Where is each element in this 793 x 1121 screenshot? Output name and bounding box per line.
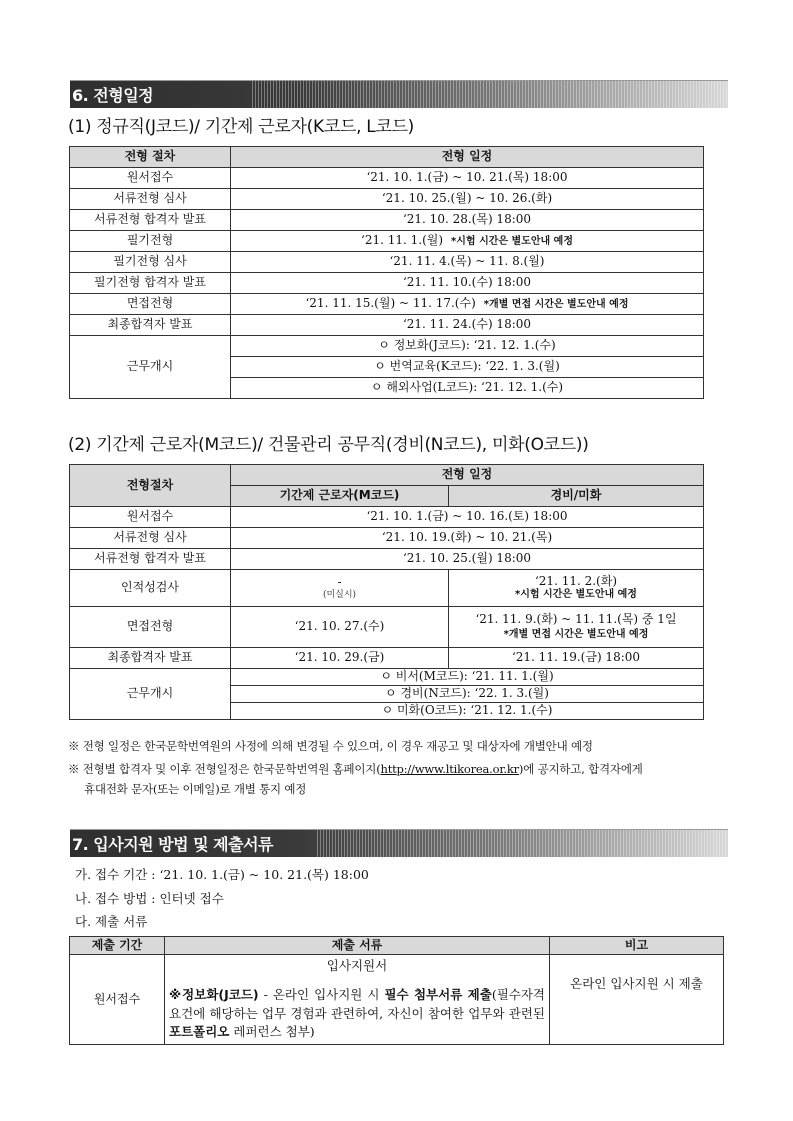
section-6-header: [70, 80, 728, 108]
date-cell: [231, 570, 449, 607]
note-2-text-end: )에 공지하고, 합격자에게: [518, 762, 643, 776]
step-cell: 면접전형: [70, 294, 231, 315]
table-row: [70, 549, 704, 570]
step-cell: 필기전형 합격자 발표: [70, 273, 231, 294]
subheading-2: (2) 기간제 근로자(M코드)/ 건물관리 공무직(경비(N코드), 미화(O코드)): [68, 435, 589, 455]
col-date-header: 전형 일정: [231, 147, 704, 168]
date-cell: [231, 315, 704, 336]
date-text: ‘21. 11. 4.(목) ~ 11. 8.(월): [389, 254, 545, 269]
step-cell: 원서접수: [70, 507, 231, 528]
date-cell: ‘21. 10. 19.(화) ~ 10. 21.(목): [231, 528, 704, 549]
date-cell: ‘21. 10. 27.(수): [231, 607, 449, 648]
date-cell: [231, 231, 704, 252]
doc-title: 입사지원서: [326, 958, 388, 973]
col-step-header: 전형절차: [70, 465, 231, 507]
col-period-header: 제출 기간: [70, 937, 165, 955]
start-item: ㅇ 비서(M코드): ‘21. 11. 1.(월): [231, 669, 704, 686]
table-row: [70, 210, 704, 231]
step-cell: 필기전형 심사: [70, 252, 231, 273]
table-row: [70, 607, 704, 648]
date-cell: [231, 189, 704, 210]
table-row: [70, 189, 704, 210]
table-row: [70, 273, 704, 294]
step-cell: 근무개시: [70, 336, 231, 399]
date-cell: [231, 252, 704, 273]
date-note: *시험 시간은 별도안내 예정: [451, 236, 573, 248]
section-6-title: 6. 전형일정: [72, 86, 154, 105]
subheading-1: (1) 정규직(J코드)/ 기간제 근로자(K코드, L코드): [68, 117, 415, 137]
date-cell: [449, 570, 704, 607]
step-cell: 근무개시: [70, 669, 231, 720]
date-cell: ‘21. 10. 1.(금) ~ 10. 16.(토) 18:00: [231, 507, 704, 528]
step-cell: 원서접수: [70, 168, 231, 189]
date-text: ‘21. 10. 28.(목) 18:00: [402, 212, 532, 227]
col-date-header: 전형 일정: [231, 465, 704, 486]
table-row: [70, 955, 724, 1045]
item-da: 다. 제출 서류: [75, 914, 148, 929]
period-cell: 원서접수: [70, 955, 165, 1045]
table-row: [70, 507, 704, 528]
note-2-text: ※ 전형별 합격자 및 이후 전형일정은 한국문학번역원 홈페이지(: [68, 762, 381, 776]
table-row: [70, 231, 704, 252]
date-note: *시험 시간은 별도안내 예정: [515, 589, 637, 601]
table-row: [70, 315, 704, 336]
docs-cell: [165, 955, 550, 1045]
table-row: [70, 669, 704, 686]
section-7-header: [70, 829, 728, 857]
doc-bold-code: ※정보화(J코드): [169, 986, 259, 1002]
col-docs-header: 제출 서류: [165, 937, 550, 955]
date-cell: ‘21. 11. 19.(금) 18:00: [449, 648, 704, 669]
col-m-header: 기간제 근로자(M코드): [231, 486, 449, 507]
date-text: -: [337, 574, 342, 589]
doc-bold-portfolio: 포트폴리오: [169, 1024, 230, 1040]
step-cell: 서류전형 심사: [70, 189, 231, 210]
col-step-header: 전형 절차: [70, 147, 231, 168]
col-remark-header: 비고: [550, 937, 724, 955]
doc-desc: [169, 986, 545, 1042]
note-1: ※ 전형 일정은 한국문학번역원의 사정에 의해 변경될 수 있으며, 이 경우 재공고 및 대상자에 개별안내 예정: [68, 739, 593, 753]
date-text: ‘21. 11. 1.(월): [361, 233, 444, 248]
date-note: *개별 면접 시간은 별도안내 예정: [483, 299, 629, 311]
date-cell: ‘21. 10. 29.(금): [231, 648, 449, 669]
schedule-table-2: [69, 464, 704, 720]
start-item: ㅇ 경비(N코드): ‘22. 1. 3.(월): [231, 686, 704, 703]
table-row: [70, 570, 704, 607]
header-stripes: [250, 81, 728, 108]
schedule-table-1: [69, 146, 704, 399]
date-text: ‘21. 11. 24.(수) 18:00: [402, 317, 532, 332]
step-cell: 필기전형: [70, 231, 231, 252]
documents-table: [69, 936, 724, 1045]
table-row: [70, 648, 704, 669]
step-cell: 인적성검사: [70, 570, 231, 607]
step-cell: 면접전형: [70, 607, 231, 648]
date-note: *개별 면접 시간은 별도안내 예정: [503, 629, 649, 641]
date-cell: [231, 210, 704, 231]
step-cell: 최종합격자 발표: [70, 315, 231, 336]
table-row: [70, 336, 704, 357]
step-cell: 서류전형 심사: [70, 528, 231, 549]
start-item: ㅇ 해외사업(L코드): ‘21. 12. 1.(수): [231, 378, 704, 399]
date-cell: ‘21. 10. 25.(월) 18:00: [231, 549, 704, 570]
date-text: ‘21. 11. 2.(화): [534, 574, 618, 589]
doc-text: (필수자격요건에 해당하는 업무 경험과 관련하여, 자신이 참여한 업무와 관련된: [169, 986, 545, 1021]
doc-text: 레퍼런스 첨부): [229, 1024, 315, 1040]
date-subtext: (미실시): [322, 589, 357, 600]
doc-text: - 온라인 입사지원 시: [258, 986, 385, 1002]
doc-bold-required: 필수 첨부서류 제출: [384, 986, 492, 1002]
step-cell: 서류전형 합격자 발표: [70, 210, 231, 231]
date-cell: [231, 168, 704, 189]
step-cell: 서류전형 합격자 발표: [70, 549, 231, 570]
note-2-line2: 휴대전화 문자(또는 이메일)로 개별 통지 예정: [84, 782, 307, 796]
date-text: ‘21. 11. 10.(수) 18:00: [402, 275, 532, 290]
remark-cell: 온라인 입사지원 시 제출: [550, 955, 724, 1045]
date-cell: [231, 273, 704, 294]
col-nO-header: 경비/미화: [449, 486, 704, 507]
date-cell: [449, 607, 704, 648]
item-ga: 가. 접수 기간 : ‘21. 10. 1.(금) ~ 10. 21.(목) 18:00: [75, 867, 369, 882]
table-row: [70, 528, 704, 549]
date-text: ‘21. 10. 25.(월) ~ 10. 26.(화): [381, 191, 553, 206]
table-row: [70, 168, 704, 189]
note-2: [68, 761, 643, 777]
date-text: ‘21. 10. 1.(금) ~ 10. 21.(목) 18:00: [366, 170, 568, 185]
date-text: ‘21. 11. 15.(월) ~ 11. 17.(수): [305, 296, 476, 311]
start-item: ㅇ 번역교육(K코드): ‘22. 1. 3.(월): [231, 357, 704, 378]
table-row: [70, 294, 704, 315]
start-item: ㅇ 미화(O코드): ‘21. 12. 1.(수): [231, 703, 704, 720]
date-text: ‘21. 11. 9.(화) ~ 11. 11.(목) 중 1일: [475, 612, 677, 627]
item-na: 나. 접수 방법 : 인터넷 접수: [75, 891, 224, 906]
step-cell: 최종합격자 발표: [70, 648, 231, 669]
table-row: [70, 252, 704, 273]
homepage-link[interactable]: http://www.ltikorea.or.kr: [380, 762, 519, 776]
date-cell: [231, 294, 704, 315]
start-item: ㅇ 정보화(J코드): ‘21. 12. 1.(수): [231, 336, 704, 357]
section-7-title: 7. 입사지원 방법 및 제출서류: [72, 835, 274, 854]
header-stripes: [315, 830, 728, 857]
